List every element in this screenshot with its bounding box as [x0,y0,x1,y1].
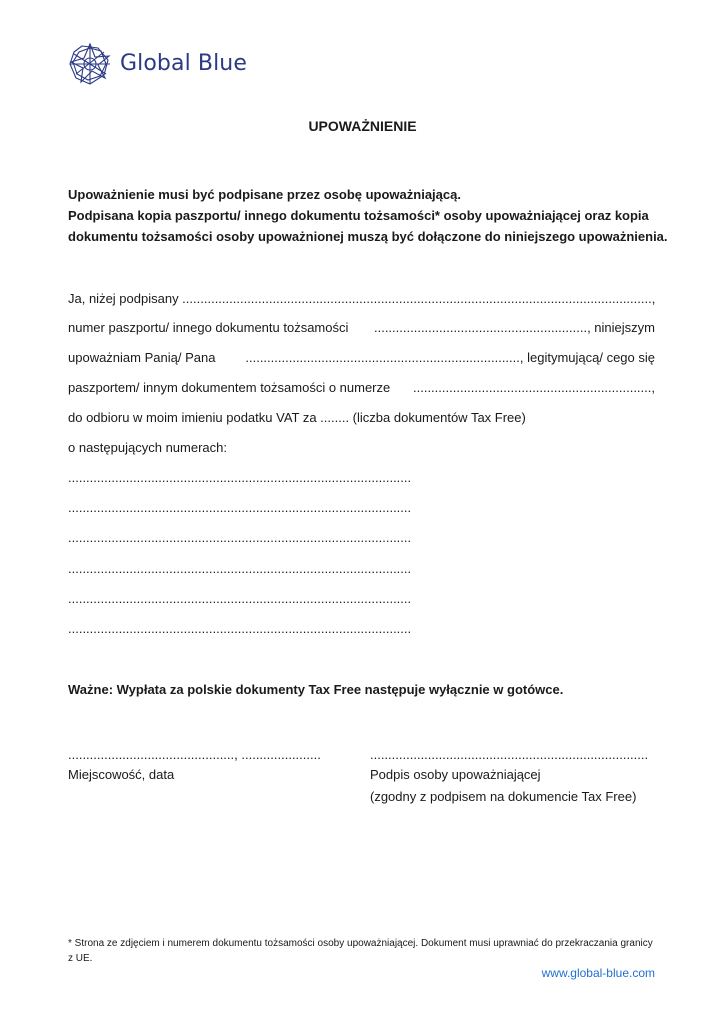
number-line: ............................................................................................... [68,530,412,545]
place-date-label: Miejscowość, data [68,767,175,782]
signature-dots: ............................................................................. [370,747,649,762]
form-line-vat: do odbioru w moim imieniu podatku VAT za ........ (liczba dokumentów Tax Free) [68,410,526,425]
intro-line: Podpisana kopia paszportu/ innego dokumentu tożsamości* osoby upoważniającej oraz kopia [68,208,649,223]
number-line: ............................................................................................... [68,591,412,606]
form-dots: .................................................................., [413,380,655,395]
form-dots: ............................................................................, legitymującą/ cego się [245,350,655,365]
form-dots: ..........................................................., niniejszym [373,320,655,335]
intro-line: Upoważnienie musi być podpisane przez osobę upoważniającą. [68,187,461,202]
signature-note: (zgodny z podpisem na dokumencie Tax Free) [370,789,637,804]
signature-label: Podpis osoby upoważniającej [370,767,541,782]
brand-name: Global Blue [120,51,247,76]
website-link[interactable]: www.global-blue.com [541,966,655,980]
intro-requirements [68,184,668,247]
form-text: upoważniam Panią/ Pana [68,350,216,365]
form-text: paszportem/ innym dokumentem tożsamości o numerze [68,380,391,395]
form-line-authorize [68,350,655,365]
number-line: ............................................................................................... [68,470,412,485]
company-logo [68,40,247,88]
form-line-document-number [68,380,655,395]
intro-line: dokumentu tożsamości osoby upoważnionej muszą być dołączone do niniejszego upoważnienia. [68,229,668,244]
form-line-numbers-label: o następujących numerach: [68,440,227,455]
number-line: ............................................................................................... [68,621,412,636]
number-line: ............................................................................................... [68,500,412,515]
document-title: UPOWAŻNIENIE [308,118,417,134]
important-note: Ważne: Wypłata za polskie dokumenty Tax Free następuje wyłącznie w gotówce. [68,682,564,697]
form-line-name: Ja, niżej podpisany .................................................................................................................................., [68,291,656,306]
global-blue-star-icon [68,42,112,86]
form-text: numer paszportu/ innego dokumentu tożsamości [68,320,349,335]
form-line-passport [68,320,655,335]
footnote: * Strona ze zdjęciem i numerem dokumentu tożsamości osoby upoważniającej. Dokument musi uprawniać do przekraczania granicy z UE. [68,938,653,964]
number-line: ............................................................................................... [68,561,412,576]
place-date-dots: .............................................., ...................... [68,747,321,762]
